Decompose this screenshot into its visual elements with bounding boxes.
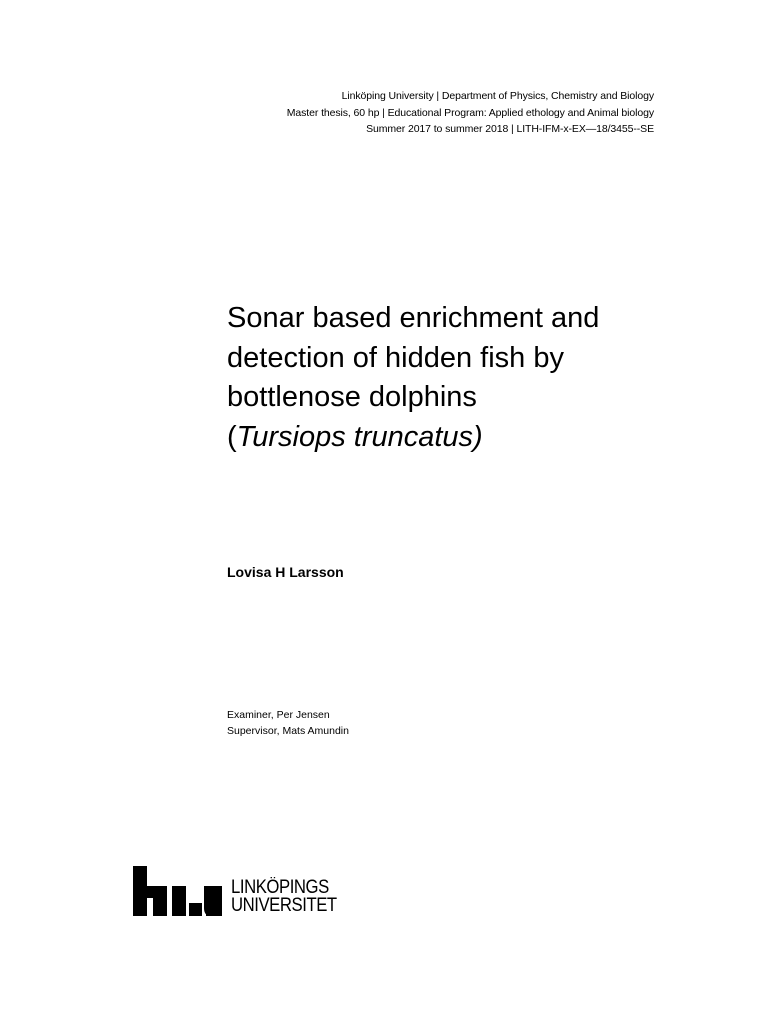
staff-block bbox=[227, 708, 349, 739]
university-logo bbox=[133, 866, 351, 916]
supervisor-line: Supervisor, Mats Amundin bbox=[227, 724, 349, 737]
header-program-line: Master thesis, 60 hp | Educational Program: Applied ethology and Animal biology bbox=[286, 106, 654, 119]
logo-wordmark bbox=[231, 879, 337, 916]
header-block bbox=[287, 88, 654, 138]
title-line-4 bbox=[227, 418, 667, 458]
examiner-line: Examiner, Per Jensen bbox=[227, 709, 330, 721]
header-period-line: Summer 2017 to summer 2018 | LITH-IFM-x-EX—18/3455--SE bbox=[366, 123, 654, 135]
title-line-2: detection of hidden fish by bbox=[227, 341, 564, 374]
logo-line-2: UNIVERSITET bbox=[231, 895, 337, 916]
liu-logo-icon bbox=[133, 866, 222, 916]
species-name: Tursiops truncatus) bbox=[236, 420, 483, 453]
thesis-title bbox=[227, 299, 667, 457]
header-university-line: Linköping University | Department of Physics, Chemistry and Biology bbox=[341, 90, 654, 102]
title-line-3: bottlenose dolphins bbox=[227, 381, 477, 413]
logo-line-1: LINKÖPINGS bbox=[231, 877, 329, 898]
title-line-1: Sonar based enrichment and bbox=[227, 302, 600, 334]
author-name: Lovisa H Larsson bbox=[227, 564, 344, 580]
title-open-paren: ( bbox=[227, 420, 237, 453]
